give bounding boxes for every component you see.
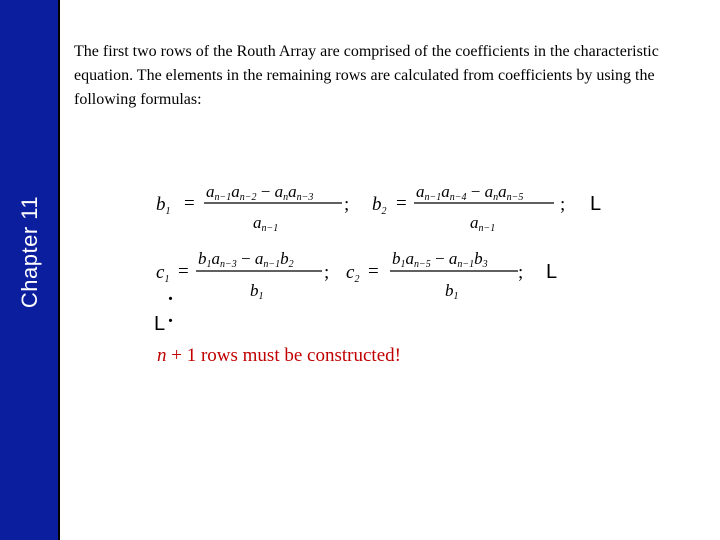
vertical-dot: . [168, 305, 173, 327]
vertical-dot: . [168, 283, 173, 305]
svg-text:=: = [184, 193, 195, 214]
rows-note [157, 345, 401, 367]
svg-text:b1: $b_1$ [156, 194, 171, 217]
svg-text:c1: $c_1$ [156, 262, 170, 285]
svg-text:b2: $b_2$ [372, 194, 387, 217]
chapter-label: Chapter 11 [17, 195, 42, 309]
formula-c1 [156, 249, 329, 302]
svg-text:an−1: an−1 [253, 213, 279, 234]
svg-text:b1an−3 − an−1b2: b1an−3 − an−1b2 [198, 249, 294, 270]
svg-text:=: = [368, 261, 379, 282]
svg-text:b1an−5 − an−1b3: b1an−5 − an−1b3 [392, 249, 488, 270]
rows-note-text: + 1 rows must be constructed! [166, 345, 401, 366]
separator: ; [344, 194, 350, 215]
svg-text:b1: b1 [445, 281, 459, 302]
continuation-mark: L [154, 313, 166, 335]
svg-text:=: = [178, 261, 189, 282]
svg-text:=: = [396, 193, 407, 214]
continuation-mark: L [546, 261, 558, 283]
svg-text:an−1an−4 − anan−5: an−1an−4 − anan−5 [416, 182, 524, 203]
continuation-mark: L [590, 193, 602, 215]
svg-text:b1: b1 [250, 281, 264, 302]
routh-formulas [150, 170, 620, 340]
separator: ; [518, 262, 524, 283]
separator: ; [324, 262, 330, 283]
formula-b1 [156, 182, 349, 234]
formula-b2 [372, 182, 601, 234]
sidebar [0, 0, 60, 540]
formula-c2 [346, 249, 557, 302]
n-variable: n [157, 345, 167, 366]
svg-text:an−1an−2 − anan−3: an−1an−2 − anan−3 [206, 182, 314, 203]
intro-paragraph: The first two rows of the Routh Array are comprised of the coefficients in the characteristic equation. The elements in the remaining rows are calculated from coefficients by using the following formulas: [74, 43, 659, 108]
svg-text:an−1: an−1 [470, 213, 496, 234]
separator: ; [560, 194, 566, 215]
svg-text:c2: $c_2$ [346, 262, 360, 285]
